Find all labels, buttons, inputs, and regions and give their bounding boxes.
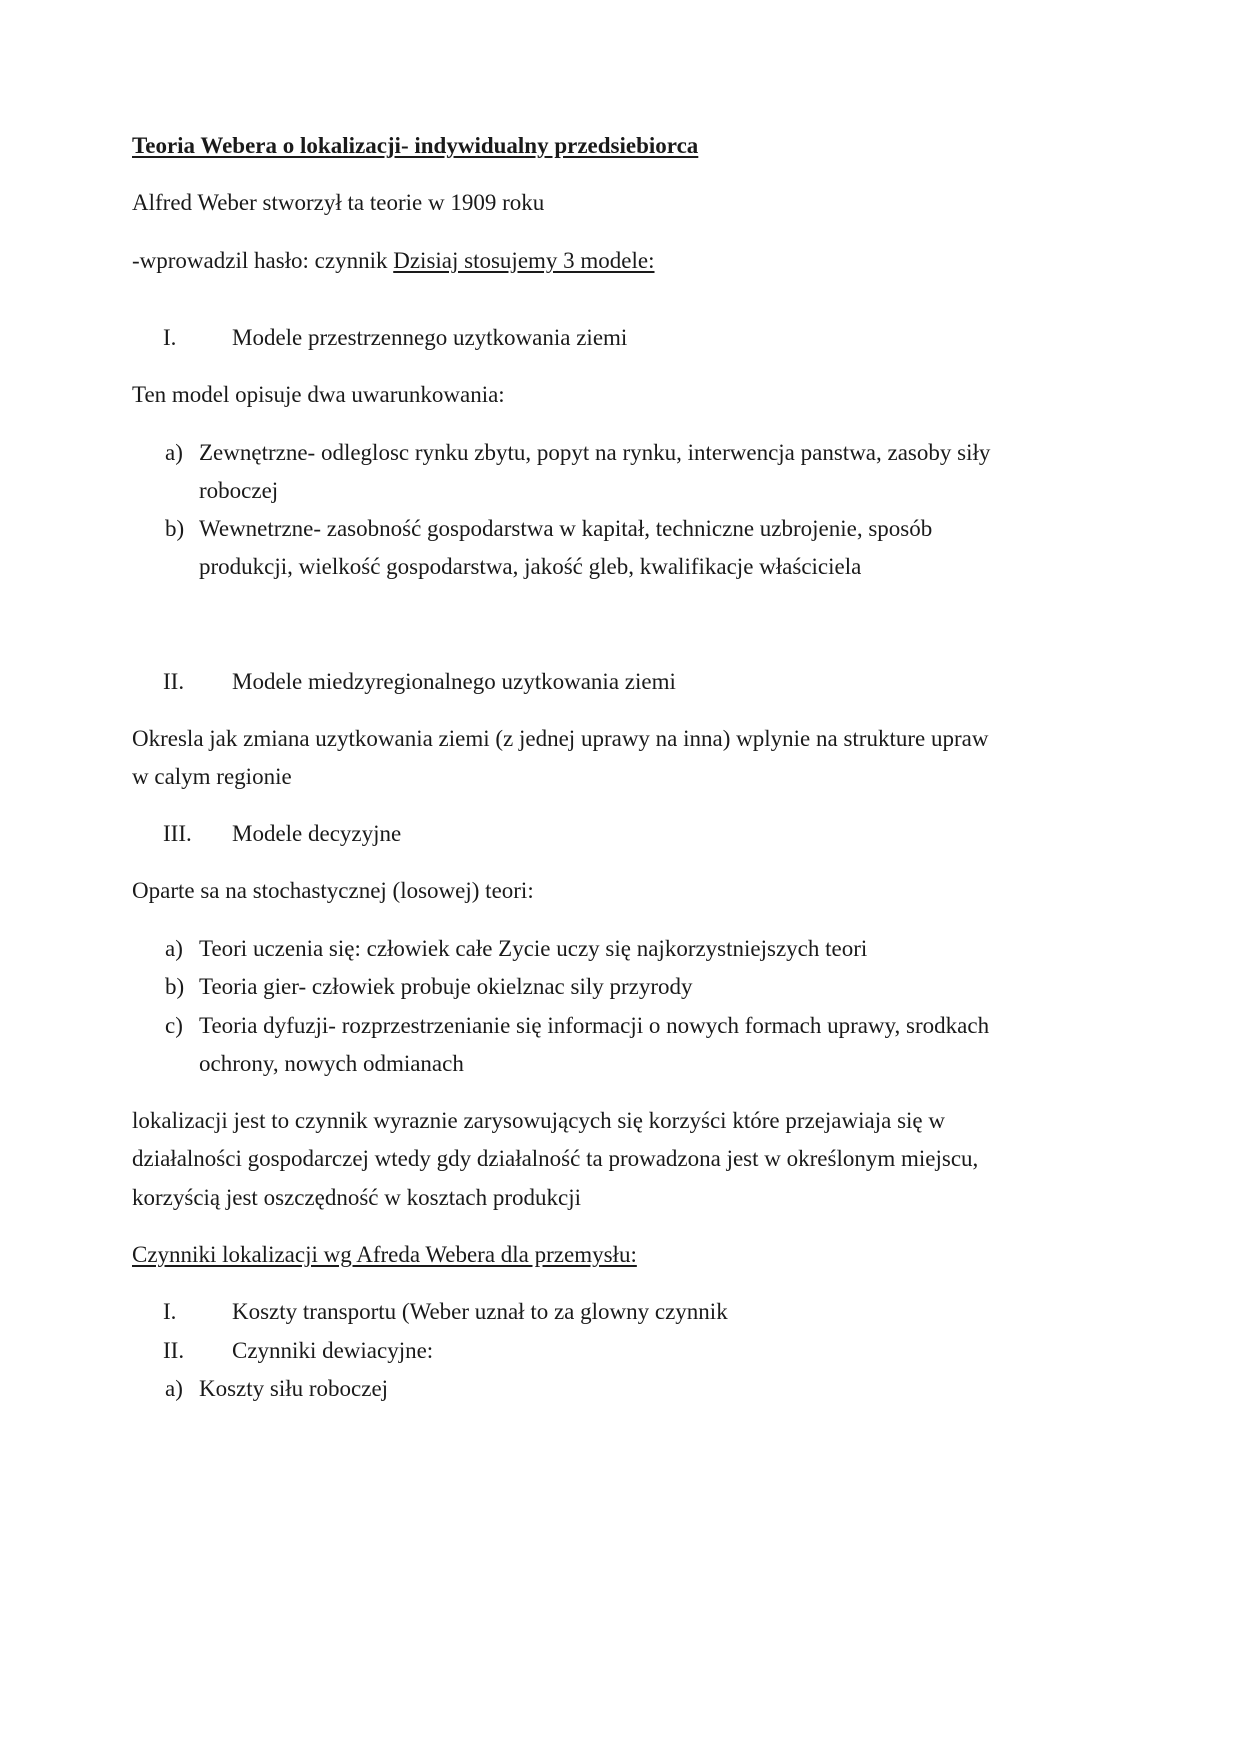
section1-intro: Ten model opisuje dwa uwarunkowania: — [132, 382, 505, 407]
section1-item-b-marker: b) — [165, 516, 185, 541]
paragraph-weber: Alfred Weber stworzył ta teorie w 1909 roku — [132, 190, 545, 215]
czynniki-heading: Czynniki lokalizacji wg Afreda Webera dla przemysłu: — [132, 1242, 637, 1267]
paragraph-lokalizacji-line2: działalności gospodarczej wtedy gdy działalność ta prowadzona jest w określonym miejscu, — [132, 1146, 979, 1171]
section3-item-a-marker: a) — [165, 936, 183, 961]
czynniki-sub-marker: a) — [165, 1376, 183, 1401]
section1-heading: Modele przestrzennego uzytkowania ziemi — [232, 325, 628, 350]
section2-heading: Modele miedzyregionalnego uzytkowania ziemi — [232, 669, 676, 694]
paragraph-lokalizacji-line1: lokalizacji jest to czynnik wyraznie zarysowujących się korzyści które przejawiaja się w — [132, 1108, 945, 1133]
section1-item-b-line2: produkcji, wielkość gospodarstwa, jakość gleb, kwalifikacje właściciela — [199, 554, 862, 579]
section3-item-c-marker: c) — [165, 1013, 183, 1038]
section3-intro: Oparte sa na stochastycznej (losowej) teori: — [132, 878, 534, 903]
czynniki-sub-text: Koszty siłu roboczej — [199, 1376, 389, 1401]
czynniki-2-number: II. — [163, 1338, 185, 1363]
haslo-underlined: Dzisiaj stosujemy 3 modele: — [393, 248, 655, 273]
section3-item-b-line1: Teoria gier- człowiek probuje okielznac sily przyrody — [199, 974, 693, 999]
czynniki-2-text: Czynniki dewiacyjne: — [232, 1338, 434, 1363]
section3-heading: Modele decyzyjne — [232, 821, 402, 846]
section1-item-a-line2: roboczej — [199, 478, 279, 503]
section3-item-b-marker: b) — [165, 974, 185, 999]
section2-line2: w calym regionie — [132, 764, 292, 789]
section3-item-c-line2: ochrony, nowych odmianach — [199, 1051, 464, 1076]
section1-item-a-marker: a) — [165, 440, 183, 465]
section1-item-a-line1: Zewnętrzne- odleglosc rynku zbytu, popyt na rynku, interwencja panstwa, zasoby siły — [199, 440, 991, 465]
section2-number: II. — [163, 669, 185, 694]
section1-number: I. — [163, 325, 177, 350]
czynniki-1-number: I. — [163, 1299, 177, 1324]
document-title: Teoria Webera o lokalizacji- indywidualny przedsiebiorca — [132, 133, 699, 158]
czynniki-1-text: Koszty transportu (Weber uznał to za glowny czynnik — [232, 1299, 728, 1324]
haslo-prefix: -wprowadzil hasło: czynnik — [132, 248, 394, 273]
paragraph-haslo — [132, 246, 655, 276]
section3-number: III. — [163, 821, 192, 846]
section3-item-c-line1: Teoria dyfuzji- rozprzestrzenianie się informacji o nowych formach uprawy, srodkach — [199, 1013, 990, 1038]
section2-line1: Okresla jak zmiana uzytkowania ziemi (z jednej uprawy na inna) wplynie na strukture upraw — [132, 726, 989, 751]
section3-item-a-line1: Teori uczenia się: człowiek całe Zycie uczy się najkorzystniejszych teori — [199, 936, 868, 961]
section1-item-b-line1: Wewnetrzne- zasobność gospodarstwa w kapitał, techniczne uzbrojenie, sposób — [199, 516, 933, 541]
paragraph-lokalizacji-line3: korzyścią jest oszczędność w kosztach produkcji — [132, 1185, 581, 1210]
